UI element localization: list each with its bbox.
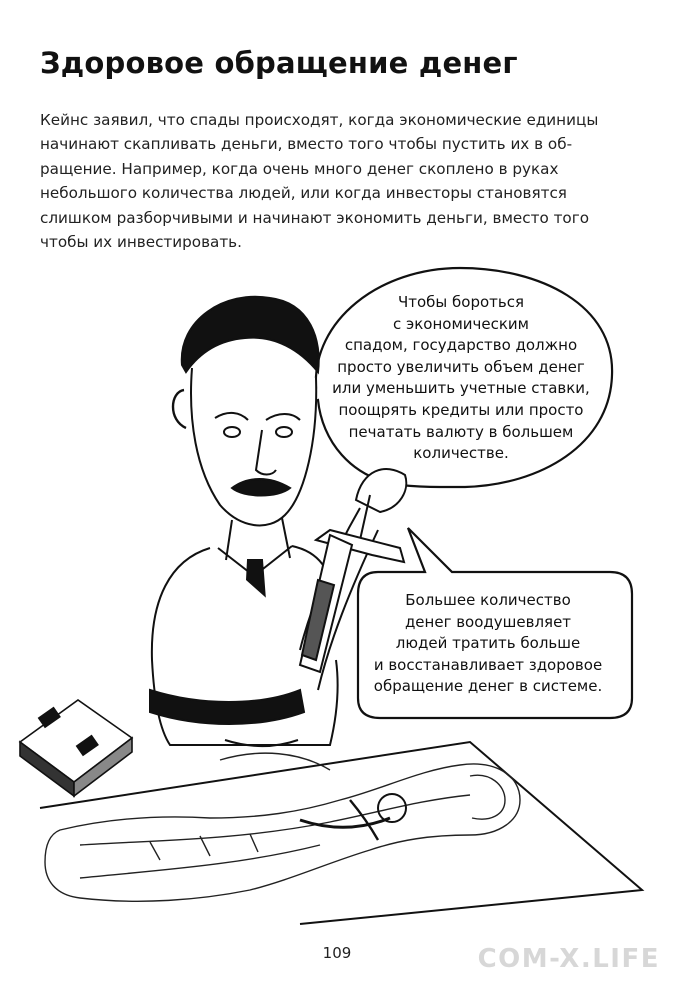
bubble-line: поощрять кредиты или просто (338, 400, 584, 419)
money-stack (20, 700, 132, 796)
intro-line: чтобы их инвестировать. (40, 233, 242, 252)
intro-line: ращение. Например, когда очень много денег скоплено в руках (40, 159, 559, 178)
bubble-line: Большее количество (405, 591, 571, 609)
bubble-line: количестве. (413, 444, 509, 463)
bubble-line: с экономическим (393, 314, 529, 333)
bubble-line: или уменьшить учетные ставки, (332, 379, 590, 398)
watermark: COM-X.LIFE (477, 944, 660, 974)
page-number: 109 (322, 944, 352, 962)
bubble-line: обращение денег в системе. (373, 677, 603, 696)
bubble-line: печатать валюту в большем (348, 422, 574, 441)
intro-paragraph (40, 108, 640, 254)
speech-bubble-bottom-text (357, 590, 619, 698)
bubble-line: Чтобы бороться (397, 293, 525, 311)
intro-line: Кейнс заявил, что спады происходят, когда экономические единицы (40, 111, 599, 129)
bubble-line: просто увеличить объем денег (337, 357, 585, 376)
intro-line: небольшого количества людей, или когда инвесторы становятся (40, 184, 567, 203)
speech-bubble-top-text (330, 292, 592, 465)
bubble-line: денег воодушевляет (404, 612, 572, 631)
intro-line: начинают скапливать деньги, вместо того чтобы пустить их в об- (40, 135, 573, 154)
bubble-line: людей тратить больше (395, 634, 581, 653)
bubble-line: спадом, государство должно (344, 336, 578, 355)
intro-line: слишком разборчивыми и начинают экономить деньги, вместо того (40, 208, 589, 227)
bubble-line: и восстанавливает здоровое (373, 655, 603, 674)
page-title: Здоровое обращение денег (40, 46, 518, 80)
operating-table (40, 742, 642, 924)
